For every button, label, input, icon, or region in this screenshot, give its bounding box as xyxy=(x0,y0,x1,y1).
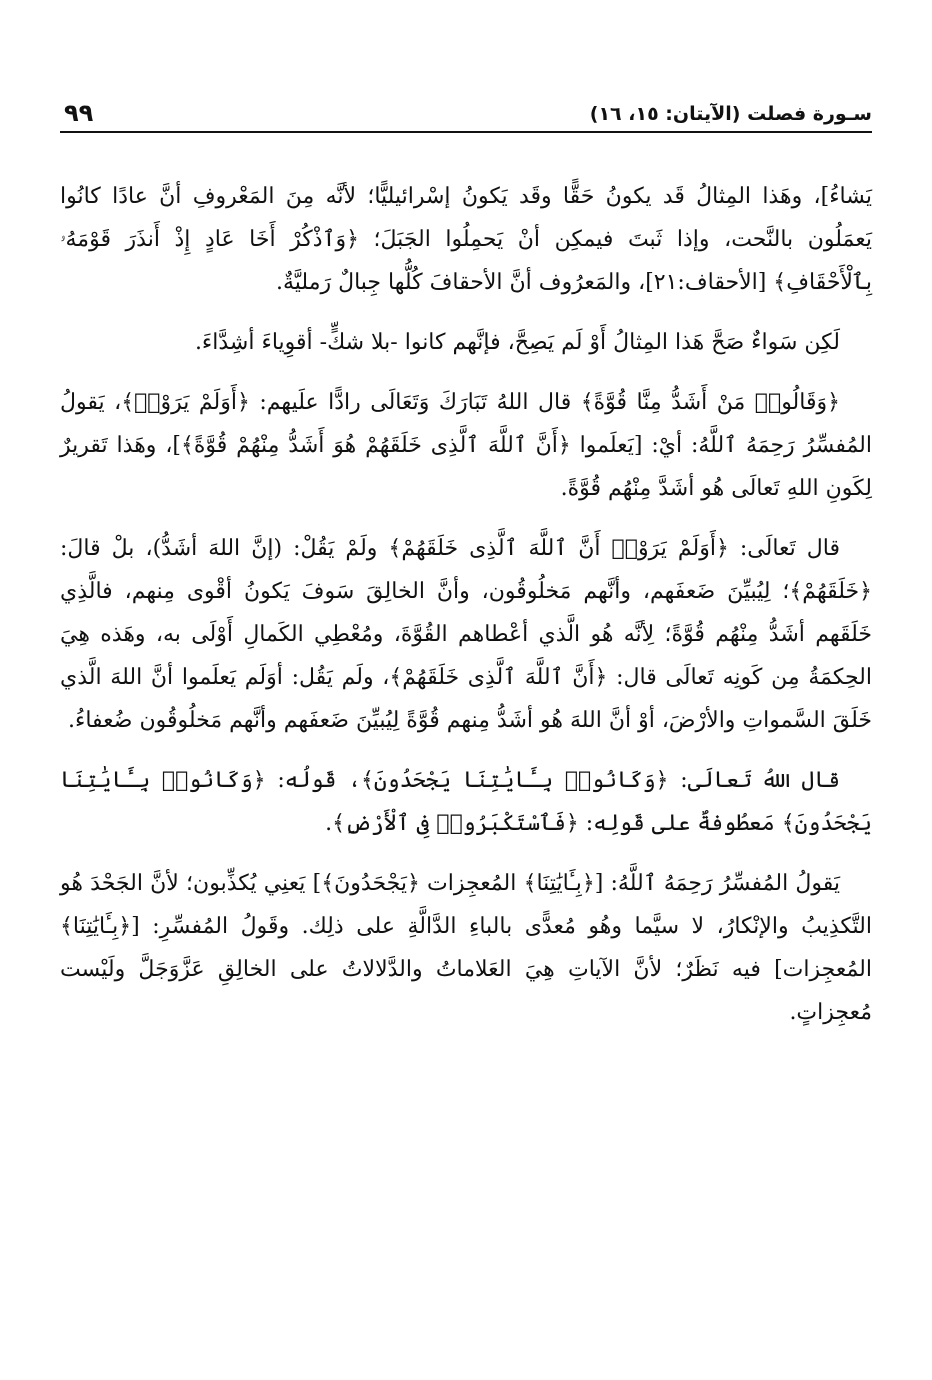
paragraph-4: قال تَعالَى: ﴿أَوَلَمْ يَرَوْا۟ أَنَّ ٱللَّهَ ٱلَّذِى خَلَقَهُمْ﴾ ولَمْ يَقُلْ: (إنَّ اللهَ أشَدُّ)، بلْ قالَ: ﴿خَلَقَهُمْ﴾؛ لِيُبيِّنَ ضَعفَهم، وأنَّهم مَخلُوقُون، وأنَّ الخالِقَ سَوفَ يَكونُ أقْوى مِنهم، فالَّذِي خَلَقَهم أشَدُّ مِنْهُم قُوَّةً؛ لِأنَّه هُو الَّذي أعْطاهم القُوَّةَ، ومُعْطِي الكَمالِ أَوْلَى به، وهَذه هِيَ الحِكمَةُ مِن كَونِه تَعالَى قال: ﴿أَنَّ ٱللَّهَ ٱلَّذِى خَلَقَهُمْ﴾، ولَم يَقُل: أوَلَم يَعلَموا أنَّ اللهَ الَّذي خَلَقَ السَّمواتِ والأرْضَ، أوْ أنَّ اللهَ هُو أشَدُّ مِنهم قُوَّةً لِيُبيِّنَ ضَعفَهم وأنَّهم مَخلُوقُون ضُعفاءُ. xyxy=(60,536,872,733)
paragraph-2: لَكِن سَواءٌ صَحَّ هَذا المِثالُ أَوْ لَم يَصِحَّ، فإنَّهم كانوا -بلا شكٍّ- أقوِياءَ أشِدَّاءَ. xyxy=(194,330,840,355)
paragraph-3: ﴿وَقَالُوا۟ مَنْ أَشَدُّ مِنَّا قُوَّةً﴾ قال اللهُ تَبَارَكَ وَتَعَالَى رادًّا علَيهم: ﴿أَوَلَمْ يَرَوْا۟﴾، يَقولُ المُفسِّرُ رَحِمَهُ ٱللَّهُ: أيْ: [يَعلَموا ﴿أَنَّ ٱللَّهَ ٱلَّذِى خَلَقَهُمْ هُوَ أَشَدُّ مِنْهُمْ قُوَّةً﴾]، وهَذا تَقريرٌ لِكَونِ اللهِ تَعالَى هُو أشَدَّ مِنْهُم قُوَّةً. xyxy=(60,390,872,501)
paragraph-1: يَشاءُ]، وهَذا المِثالُ قَد يكونُ حَقًّا وقَد يَكونُ إسْرائيليًّا؛ لأنَّه مِنَ المَعْروفِ أنَّ عادًا كانُوا يَعمَلُون بالنَّحت، وإذا ثَبتَ فيمكِن أنْ يَحمِلُوا الجَبَلَ؛ ﴿وَٱذْكُرْ أَخَا عَادٍ إِذْ أَنذَرَ قَوْمَهُۥ بِٱلْأَحْقَافِ﴾ [الأحقاف:٢١]، والمَعرُوف أنَّ الأحقافَ كُلُّها جِبالٌ رَمليَّةٌ. xyxy=(60,184,872,295)
running-header-title: سـورة فصلت (الآيتان: ١٥، ١٦) xyxy=(589,103,872,125)
body-text xyxy=(60,175,872,1051)
paragraph-5: قال اللهُ تَعالَى: ﴿وَكَانُوا۟ بِـَٔايَٰتِنَا يَجْحَدُونَ﴾، قَولُه: ﴿وَكَانُوا۟ بِـَٔايَٰتِنَا يَجْحَدُونَ﴾ مَعطُوفةٌ على قَولِه: ﴿فَٱسْتَكْبَرُوا۟ فِى ٱلْأَرْضِ﴾. xyxy=(60,768,872,836)
book-page xyxy=(60,95,872,1335)
page-number: ٩٩ xyxy=(64,99,94,127)
page-header xyxy=(60,95,872,131)
header-rule xyxy=(60,131,872,133)
paragraph-6: يَقولُ المُفسِّرُ رَحِمَهُ ٱللَّهُ: [﴿بِـَٔايَٰتِنَا﴾ المُعجِزات ﴿يَجْحَدُونَ﴾] يَعنِي يُكذِّبون؛ لأنَّ الجَحْدَ هُو التَّكذِيبُ والإنْكارُ، لا سيَّما وهُو مُعدًّى بالباءِ الدَّالَّةِ على ذلِك. وقَولُ المُفسِّرِ: [﴿بِـَٔايَٰتِنَا﴾ المُعجِزات] فيه نَظَرٌ؛ لأنَّ الآياتِ هِيَ العَلاماتُ والدَّلالاتُ على الخالِقِ عَزَّوَجَلَّ ولَيْست مُعجِزاتٍ. xyxy=(60,871,872,1025)
